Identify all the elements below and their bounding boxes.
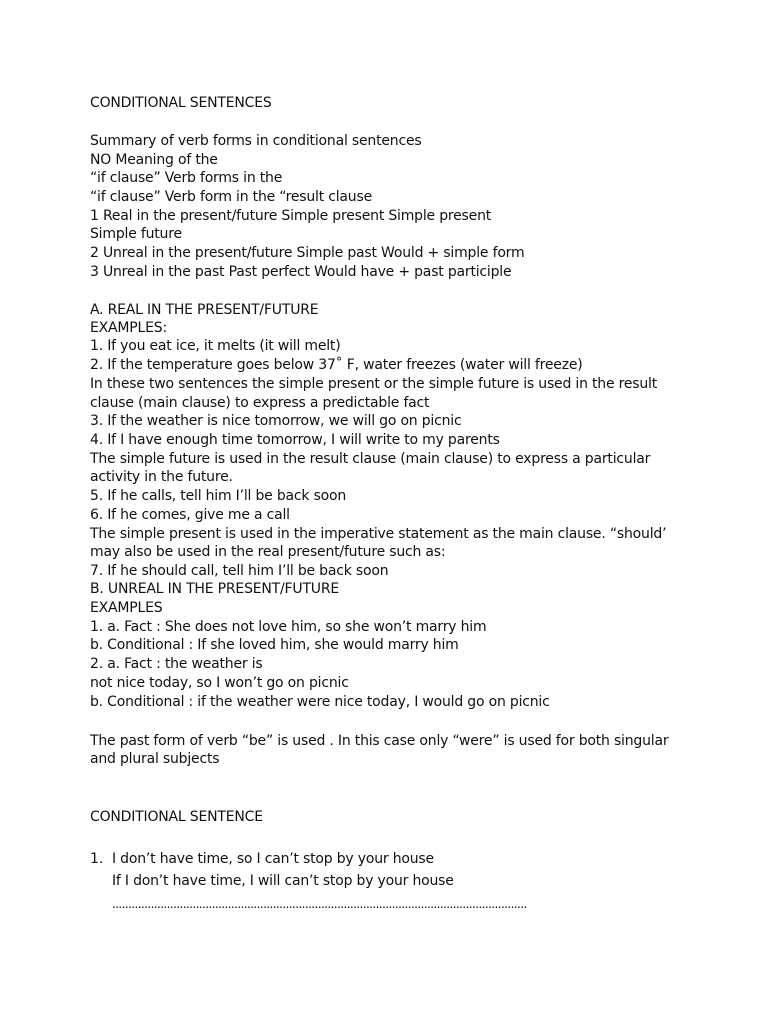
exercise-answer: If I don’t have time, I will can’t stop by your house: [112, 873, 454, 889]
section-a-line: may also be used in the real present/future such as:: [90, 544, 446, 560]
section-a-line: 1. If you eat ice, it melts (it will melt): [90, 338, 341, 354]
summary-line: 3 Unreal in the past Past perfect Would have + past participle: [90, 264, 512, 280]
section-b-line: EXAMPLES: [90, 600, 163, 616]
section-a-line: clause (main clause) to express a predictable fact: [90, 395, 430, 411]
exercise-heading: CONDITIONAL SENTENCE: [90, 809, 263, 825]
section-a-line: EXAMPLES:: [90, 320, 167, 336]
section-b-line: b. Conditional : if the weather were nice today, I would go on picnic: [90, 694, 550, 710]
summary-line: 2 Unreal in the present/future Simple past Would + simple form: [90, 245, 525, 261]
section-a-line: The simple future is used in the result clause (main clause) to express a particular: [90, 451, 651, 467]
section-b-line: not nice today, so I won’t go on picnic: [90, 675, 349, 691]
section-b-heading: B. UNREAL IN THE PRESENT/FUTURE: [90, 581, 340, 597]
section-b-note: The past form of verb “be” is used . In this case only “were” is used for both singular: [90, 733, 669, 749]
section-a-line: 4. If I have enough time tomorrow, I will write to my parents: [90, 432, 500, 448]
section-a-line: 5. If he calls, tell him I’ll be back soon: [90, 488, 347, 504]
summary-line: 1 Real in the present/future Simple present Simple present: [90, 208, 492, 224]
summary-line: “if clause” Verb forms in the: [90, 170, 283, 186]
section-a-line: In these two sentences the simple present or the simple future is used in the result: [90, 376, 658, 392]
section-a-line: 2. If the temperature goes below 37˚ F, water freezes (water will freeze): [90, 357, 583, 373]
document-title: CONDITIONAL SENTENCES: [90, 95, 272, 111]
section-a-line: The simple present is used in the imperative statement as the main clause. “should’: [90, 526, 667, 542]
exercise-blank-line: .................................................................................................................................: [112, 897, 527, 911]
section-b-line: b. Conditional : If she loved him, she would marry him: [90, 637, 459, 653]
section-b-line: 1. a. Fact : She does not love him, so she won’t marry him: [90, 619, 487, 635]
section-a-line: 7. If he should call, tell him I’ll be back soon: [90, 563, 389, 579]
summary-line: “if clause” Verb form in the “result clause: [90, 189, 372, 205]
summary-heading: Summary of verb forms in conditional sentences: [90, 133, 422, 149]
section-a-line: 3. If the weather is nice tomorrow, we will go on picnic: [90, 413, 462, 429]
summary-line: Simple future: [90, 226, 182, 242]
exercise-number: 1.: [90, 851, 104, 867]
section-a-line: activity in the future.: [90, 469, 233, 485]
exercise-sentence: I don’t have time, so I can’t stop by your house: [112, 851, 434, 867]
section-a-heading: A. REAL IN THE PRESENT/FUTURE: [90, 302, 319, 318]
summary-line: NO Meaning of the: [90, 152, 218, 168]
section-a-line: 6. If he comes, give me a call: [90, 507, 290, 523]
section-b-note: and plural subjects: [90, 751, 220, 767]
section-b-line: 2. a. Fact : the weather is: [90, 656, 263, 672]
